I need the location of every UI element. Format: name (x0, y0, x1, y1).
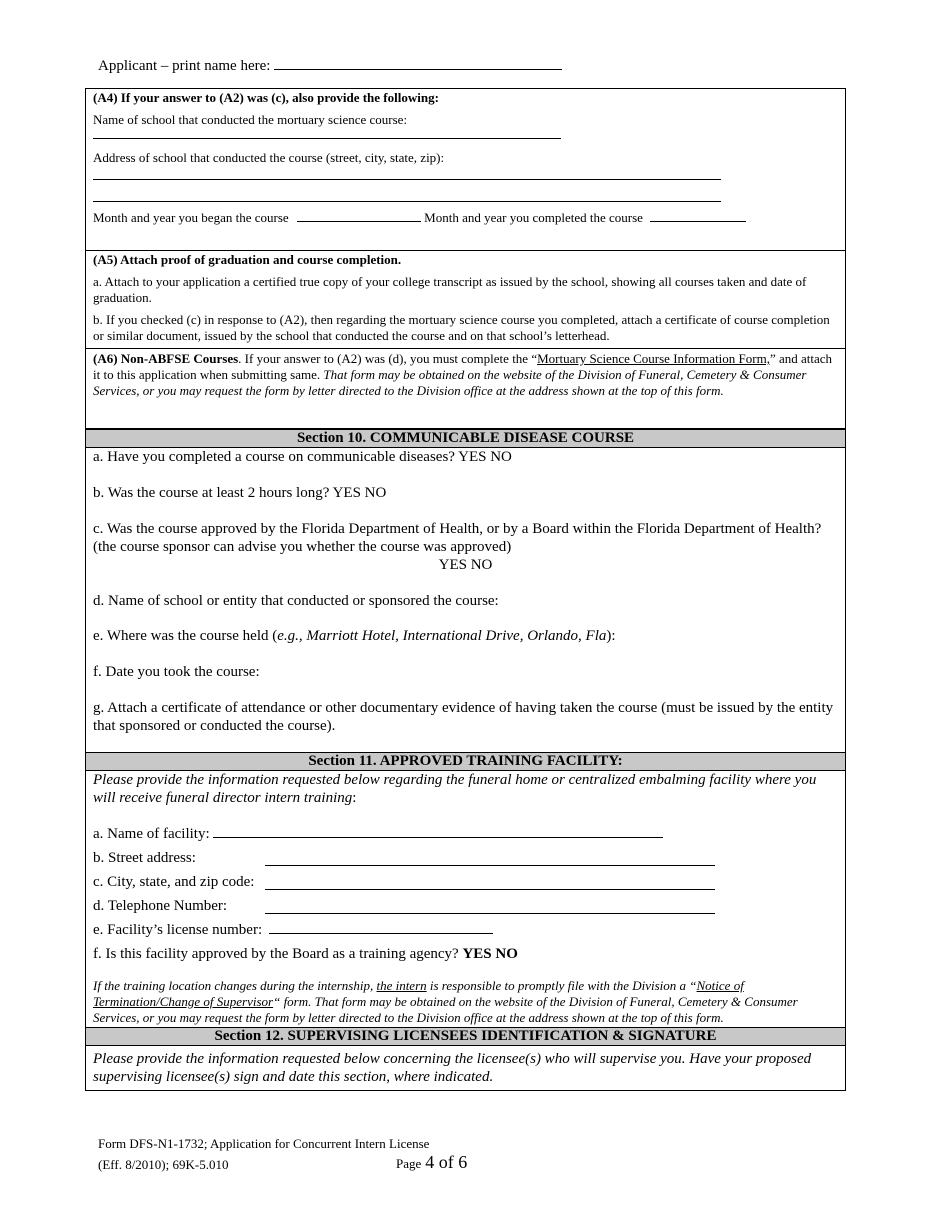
facility-name-label: a. Name of facility: (93, 826, 210, 842)
note-3: “ form. That form may be obtained on the website of the Division of Funeral, Cemetery & Consumer Services, or you may request the form by letter directed to the Division office at the address shown at the top of this form. (93, 994, 798, 1025)
q10-a: a. Have you completed a course on communicable diseases? YES NO (93, 449, 512, 465)
note-intern: the intern (376, 978, 427, 993)
q10-c-answer[interactable]: YES NO (438, 557, 493, 573)
q10-e-example: e.g., Marriott Hotel, International Drive, Orlando, Fla (277, 628, 607, 644)
course-dates-row (93, 210, 746, 226)
license-row (93, 921, 493, 939)
applicant-name-row (98, 57, 562, 75)
q10-g: g. Attach a certificate of attendance or other documentary evidence of having taken the course (must be issued by the entity that sponsored or conducted the course). (93, 700, 834, 734)
approved-row (93, 945, 518, 963)
applicant-name-field[interactable] (274, 69, 562, 70)
section11-note (93, 978, 841, 1026)
section11-header (85, 752, 846, 771)
facility-name-row (93, 825, 663, 843)
street-field[interactable] (265, 865, 715, 866)
school-address-field-1[interactable] (93, 179, 721, 180)
a6-italic-text: That form may be obtained on the website of the Division of Funeral, Cemetery & Consumer Services, or you may request the form by letter directed to the Division office at the address shown at the top of this form. (93, 367, 807, 398)
applicant-name-label: Applicant – print name here: (98, 58, 271, 74)
approved-answer[interactable]: YES NO (462, 946, 518, 962)
phone-label: d. Telephone Number: (93, 898, 228, 914)
footer-effective: (Eff. 8/2010); 69K-5.010 (98, 1157, 229, 1172)
q10-e-suffix: ): (606, 628, 616, 644)
note-form: Notice of Termination/Change of Supervisor (93, 978, 744, 1009)
a5-item-a: a. Attach to your application a certified true copy of your college transcript as issued by the school, showing all courses taken and date of graduation. (93, 274, 807, 305)
q10-d: d. Name of school or entity that conducted or sponsored the course: (93, 593, 499, 609)
a6-title: (A6) Non-ABFSE Courses (93, 351, 239, 366)
began-label: Month and year you began the course (93, 210, 289, 225)
note-1: If the training location changes during the internship, (93, 978, 377, 993)
section12-title: Section 12. SUPERVISING LICENSEES IDENTIFICATION & SIGNATURE (214, 1028, 717, 1044)
a4-title: (A4) If your answer to (A2) was (c), also provide the following: (93, 90, 439, 105)
section11-intro-text: Please provide the information requested below regarding the funeral home or centralized embalming facility where you will receive funeral director intern training (93, 772, 817, 806)
section11-title: Section 11. APPROVED TRAINING FACILITY: (308, 753, 623, 769)
completed-field[interactable] (650, 221, 746, 222)
section12-intro: Please provide the information requested below concerning the licensee(s) who will supervise you. Have your proposed supervising licensee(s) sign and date this section, where indicated. (93, 1051, 812, 1085)
q10-b: b. Was the course at least 2 hours long? YES NO (93, 485, 387, 501)
section10-title: Section 10. COMMUNICABLE DISEASE COURSE (296, 430, 635, 446)
a6-text-1: . If your answer to (A2) was (d), you must complete the “ (238, 351, 538, 366)
school-address-field-2[interactable] (93, 201, 721, 202)
city-field[interactable] (265, 889, 715, 890)
q10-e (93, 627, 616, 645)
footer-form-id: Form DFS-N1-1732; Application for Concurrent Intern License (98, 1136, 430, 1151)
facility-name-field[interactable] (213, 837, 663, 838)
license-label: e. Facility’s license number: (93, 922, 263, 938)
began-field[interactable] (297, 221, 421, 222)
section11-intro-colon: : (352, 790, 357, 806)
city-label: c. City, state, and zip code: (93, 874, 255, 890)
footer-page-word: Page (396, 1156, 422, 1171)
school-name-label: Name of school that conducted the mortuary science course: (93, 112, 408, 127)
phone-field[interactable] (265, 913, 715, 914)
section12-header (85, 1027, 846, 1046)
section11-intro (93, 771, 841, 807)
a6-form-name: Mortuary Science Course Information Form, (537, 351, 770, 366)
a6-text-2: ” and attach it to this application when submitting same. (93, 351, 833, 382)
note-2: is responsible to promptly file with the Division a “ (426, 978, 697, 993)
q10-c: c. Was the course approved by the Florida Department of Health, or by a Board within the Florida Department of Health? (the course sponsor can advise you whether the course was approved) (93, 521, 822, 555)
a6-text (93, 351, 841, 399)
footer-page-num: 4 of 6 (425, 1152, 468, 1172)
footer-page (396, 1152, 467, 1173)
q10-e-prefix: e. Where was the course held ( (93, 628, 278, 644)
completed-label: Month and year you completed the course (424, 210, 643, 225)
approved-label: f. Is this facility approved by the Board as a training agency? (93, 946, 459, 962)
license-field[interactable] (269, 933, 493, 934)
q10-f: f. Date you took the course: (93, 664, 260, 680)
a5-item-b: b. If you checked (c) in response to (A2), then regarding the mortuary science course you completed, attach a certificate of course completion or similar document, issued by the school that conducted the course and on that school’s letterhead. (93, 312, 830, 343)
school-name-field[interactable] (93, 138, 561, 139)
street-label: b. Street address: (93, 850, 196, 866)
school-address-label: Address of school that conducted the course (street, city, state, zip): (93, 150, 445, 165)
section10-header (85, 429, 846, 448)
a5-title: (A5) Attach proof of graduation and course completion. (93, 252, 402, 267)
